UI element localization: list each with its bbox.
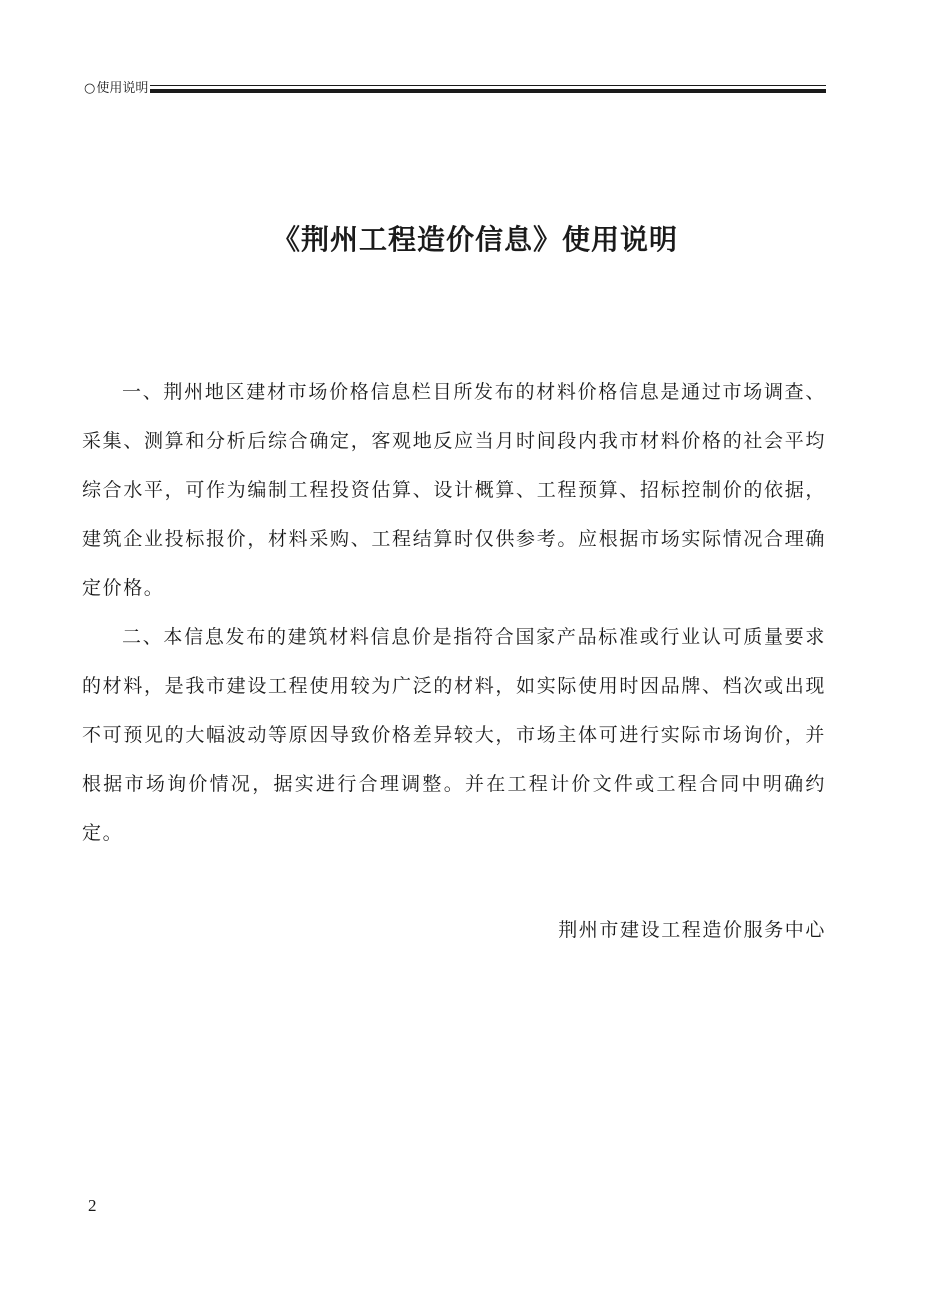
header-section-label: 使用说明 <box>96 81 149 96</box>
header-double-rule <box>150 80 826 98</box>
page-title: 《荆州工程造价信息》使用说明 <box>271 223 678 256</box>
issuer-signature: 荆州市建设工程造价服务中心 <box>558 919 826 941</box>
header-thin-rule <box>150 85 826 86</box>
document-body <box>82 368 826 858</box>
paragraph-2: 二、本信息发布的建筑材料信息价是指符合国家产品标准或行业认可质量要求的材料，是我市建设工程使用较为广泛的材料，如实际使用时因品牌、档次或出现不可预见的大幅波动等原因导致价格差异较大，市场主体可进行实际市场询价，并根据市场询价情况，据实进行合理调整。并在工程计价文件或工程合同中明确约定。 <box>82 626 826 844</box>
running-header <box>84 80 826 98</box>
circle-icon: ○ <box>84 81 96 96</box>
header-thick-rule <box>150 89 826 93</box>
header-label <box>84 80 148 98</box>
paragraph-1: 一、荆州地区建材市场价格信息栏目所发布的材料价格信息是通过市场调查、采集、测算和分析后综合确定，客观地反应当月时间段内我市材料价格的社会平均综合水平，可作为编制工程投资估算、设计概算、工程预算、招标控制价的依据，建筑企业投标报价，材料采购、工程结算时仅供参考。应根据市场实际情况合理确定价格。 <box>82 381 826 599</box>
page-number: 2 <box>88 1196 97 1215</box>
